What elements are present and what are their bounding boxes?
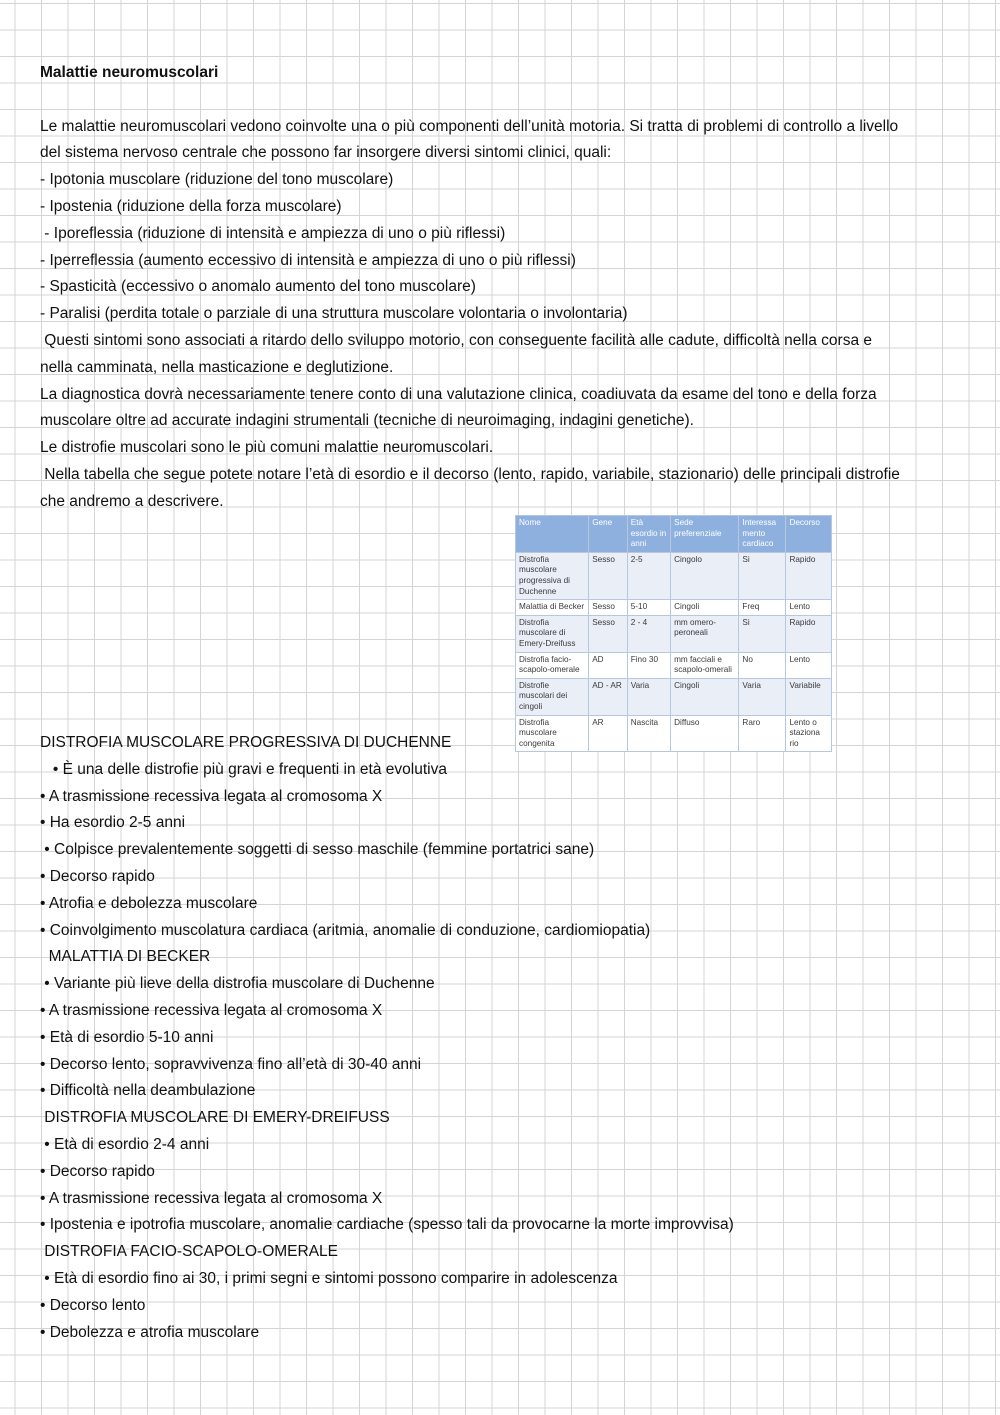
intro-line: - Paralisi (perdita totale o parziale di una struttura muscolare volontaria o involontaria) [40, 305, 628, 323]
table-cell: 5-10 [627, 600, 670, 616]
bullet-item: • Ipostenia e ipotrofia muscolare, anomalie cardiache (spesso tali da provocarne la morte improvvisa) [40, 1216, 734, 1234]
intro-line: La diagnostica dovrà necessariamente tenere conto di una valutazione clinica, coadiuvata da esame del tono e della forza [40, 385, 877, 403]
bullet-item: • Colpisce prevalentemente soggetti di sesso maschile (femmine portatrici sane) [40, 841, 595, 859]
document-body [40, 60, 970, 516]
table-row [516, 615, 832, 652]
table-cell: Distrofia muscolare di Emery-Dreifuss [516, 615, 589, 652]
table-cell: Lento [786, 652, 832, 678]
section-heading: DISTROFIA MUSCOLARE DI EMERY-DREIFUSS [40, 1109, 390, 1127]
table-cell: Cingoli [671, 678, 739, 715]
dystrophy-table-image [515, 515, 832, 752]
table-cell: Distrofia muscolare congenita [516, 715, 589, 752]
table-header-cell: Interessa mento cardiaco [739, 516, 786, 553]
intro-line: che andremo a descrivere. [40, 492, 224, 510]
section-heading: DISTROFIA FACIO-SCAPOLO-OMERALE [40, 1243, 338, 1261]
bullet-item: • Decorso lento [40, 1296, 146, 1314]
bullet-item: • A trasmissione recessiva legata al cromosoma X [40, 787, 383, 805]
intro-line: - Iporeflessia (riduzione di intensità e ampiezza di uno o più riflessi) [40, 224, 506, 242]
table-header-cell: Nome [516, 516, 589, 553]
intro-line: - Ipotonia muscolare (riduzione del tono muscolare) [40, 171, 394, 189]
table-cell: AD - AR [589, 678, 628, 715]
bullet-item: • Età di esordio fino ai 30, i primi segni e sintomi possono comparire in adolescenza [40, 1269, 618, 1287]
section-heading: MALATTIA DI BECKER [40, 948, 211, 966]
table-cell: Distrofia muscolare progressiva di Duchenne [516, 552, 589, 599]
table-cell: Distrofie muscolari dei cingoli [516, 678, 589, 715]
table-row [516, 678, 832, 715]
dystrophy-sections [40, 730, 970, 1346]
bullet-item: • Difficoltà nella deambulazione [40, 1082, 256, 1100]
table-cell: Cingolo [671, 552, 739, 599]
intro-line: Questi sintomi sono associati a ritardo dello sviluppo motorio, con conseguente facilità alle cadute, difficoltà nella corsa e [40, 331, 873, 349]
intro-line: nella camminata, nella masticazione e deglutizione. [40, 358, 394, 376]
table-cell: Nascita [627, 715, 670, 752]
table-row [516, 600, 832, 616]
intro-line: Le distrofie muscolari sono le più comuni malattie neuromuscolari. [40, 439, 494, 457]
intro-line: muscolare oltre ad accurate indagini strumentali (tecniche di neuroimaging, indagini genetiche). [40, 412, 694, 430]
table-cell: Sesso [589, 552, 628, 599]
bullet-item: • Variante più lieve della distrofia muscolare di Duchenne [40, 975, 435, 993]
bullet-item: • Atrofia e debolezza muscolare [40, 894, 258, 912]
bullet-item: • A trasmissione recessiva legata al cromosoma X [40, 1189, 383, 1207]
table-cell: Diffuso [671, 715, 739, 752]
bullet-item: • Età di esordio 5-10 anni [40, 1028, 214, 1046]
section-heading: DISTROFIA MUSCOLARE PROGRESSIVA DI DUCHENNE [40, 734, 452, 751]
table-cell: AD [589, 652, 628, 678]
table-cell: Lento o staziona rio [786, 715, 832, 752]
table-row [516, 652, 832, 678]
table-row [516, 552, 832, 599]
table-cell: Raro [739, 715, 786, 752]
table-header-cell: Gene [589, 516, 628, 553]
bullet-item: • Decorso rapido [40, 867, 155, 885]
table-cell: Variabile [786, 678, 832, 715]
intro-line: - Iperreflessia (aumento eccessivo di intensità e ampiezza di uno o più riflessi) [40, 251, 576, 269]
bullet-item: • Età di esordio 2-4 anni [40, 1135, 210, 1153]
table-cell: mm facciali e scapolo-omerali [671, 652, 739, 678]
intro-line: - Ipostenia (riduzione della forza muscolare) [40, 197, 342, 215]
bullet-item: • A trasmissione recessiva legata al cromosoma X [40, 1001, 383, 1019]
intro-line: - Spasticità (eccessivo o anomalo aumento del tono muscolare) [40, 278, 476, 296]
intro-line: Nella tabella che segue potete notare l’età di esordio e il decorso (lento, rapido, variabile, stazionario) delle principali distrofie [40, 465, 900, 483]
blank-line [40, 87, 970, 114]
table-cell: Rapido [786, 615, 832, 652]
table-cell: Lento [786, 600, 832, 616]
table-cell: Rapido [786, 552, 832, 599]
table-cell: 2-5 [627, 552, 670, 599]
table-cell: Varia [627, 678, 670, 715]
table-cell: Cingoli [671, 600, 739, 616]
page-title: Malattie neuromuscolari [40, 64, 219, 81]
table-cell: AR [589, 715, 628, 752]
table-cell: Freq [739, 600, 786, 616]
table-header-cell: Età esordio in anni [627, 516, 670, 553]
table-cell: Distrofia facio-scapolo-omerale [516, 652, 589, 678]
bullet-item: • Debolezza e atrofia muscolare [40, 1323, 260, 1341]
table-cell: 2 - 4 [627, 615, 670, 652]
table-header-row [516, 516, 832, 553]
table-cell: Sesso [589, 615, 628, 652]
table-cell: Sesso [589, 600, 628, 616]
table-cell: Malattia di Becker [516, 600, 589, 616]
bullet-item: • È una delle distrofie più gravi e frequenti in età evolutiva [40, 760, 447, 778]
bullet-item: • Ha esordio 2-5 anni [40, 814, 186, 832]
dystrophy-table [515, 515, 832, 752]
bullet-item: • Decorso rapido [40, 1162, 155, 1180]
bullet-item: • Coinvolgimento muscolatura cardiaca (aritmia, anomalie di conduzione, cardiomiopatia) [40, 921, 651, 939]
table-cell: Si [739, 615, 786, 652]
table-header-cell: Sede preferenziale [671, 516, 739, 553]
table-cell: No [739, 652, 786, 678]
intro-line: del sistema nervoso centrale che possono far insorgere diversi sintomi clinici, quali: [40, 144, 612, 162]
table-header-cell: Decorso [786, 516, 832, 553]
table-cell: Fino 30 [627, 652, 670, 678]
table-cell: Si [739, 552, 786, 599]
table-cell: mm omero-peroneali [671, 615, 739, 652]
intro-line: Le malattie neuromuscolari vedono coinvolte una o più componenti dell’unità motoria. Si tratta di problemi di controllo a livello [40, 117, 899, 135]
table-body [516, 552, 832, 752]
intro-paragraphs [40, 114, 970, 516]
table-cell: Varia [739, 678, 786, 715]
bullet-item: • Decorso lento, sopravvivenza fino all’età di 30-40 anni [40, 1055, 422, 1073]
